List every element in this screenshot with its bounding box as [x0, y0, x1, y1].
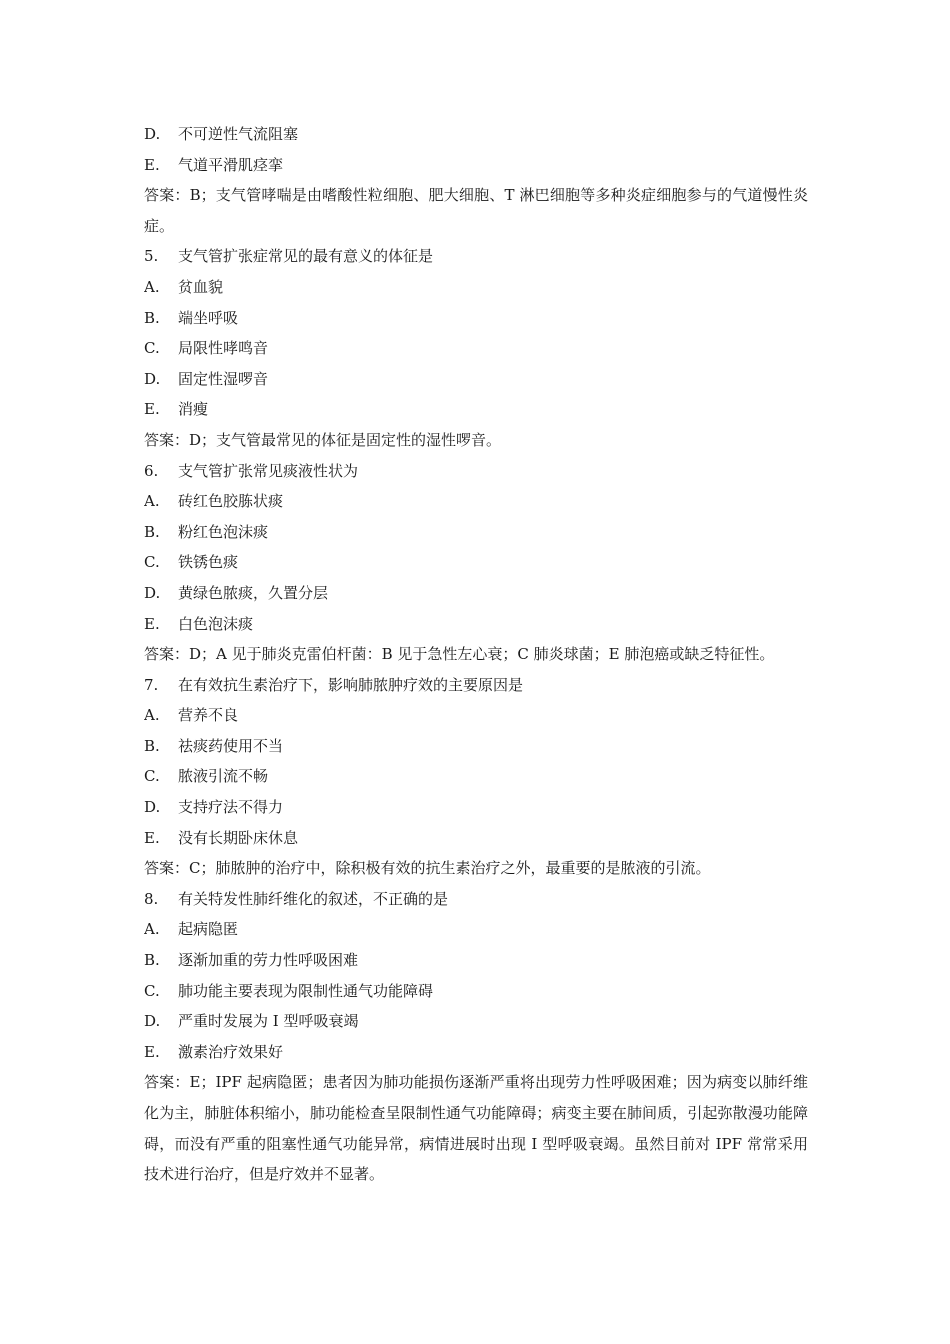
question-number: 5. — [144, 247, 159, 266]
option-text: 黄绿色脓痰，久置分层 — [178, 583, 329, 602]
option-text: 固定性湿啰音 — [178, 369, 269, 388]
option-text: 铁锈色痰 — [178, 553, 239, 572]
question-stem — [144, 456, 808, 487]
option-text: 支持疗法不得力 — [178, 798, 284, 817]
question-stem — [144, 670, 808, 701]
option-text: 营养不良 — [178, 706, 239, 725]
answer-option — [144, 517, 808, 548]
option-text: 严重时发展为 I 型呼吸衰竭 — [178, 1012, 359, 1031]
option-label: A. — [144, 920, 160, 939]
answer-explanation: 答案：D；支气管最常见的体征是固定性的湿性啰音。 — [144, 430, 502, 449]
answer-option — [144, 150, 808, 181]
option-label: C. — [144, 339, 160, 358]
answer-option — [144, 823, 808, 854]
option-label: D. — [144, 125, 161, 143]
option-text: 不可逆性气流阻塞 — [178, 125, 299, 143]
option-label: C. — [144, 553, 160, 572]
option-text: 消瘦 — [178, 400, 209, 419]
document-page — [144, 119, 808, 1190]
option-text: 逐渐加重的劳力性呼吸困难 — [178, 951, 359, 970]
question-text: 支气管扩张常见痰液性状为 — [178, 461, 359, 480]
option-text: 激素治疗效果好 — [178, 1042, 284, 1061]
option-label: A. — [144, 277, 160, 296]
question-number: 6. — [144, 461, 159, 480]
answer-option — [144, 272, 808, 303]
question-stem — [144, 884, 808, 915]
option-text: 肺功能主要表现为限制性通气功能障碍 — [178, 981, 434, 1000]
answer-option — [144, 364, 808, 395]
option-text: 脓液引流不畅 — [178, 767, 269, 786]
answer-explanation: 答案：E；IPF 起病隐匿；患者因为肺功能损伤逐渐严重将出现劳力性呼吸困难；因为病变以肺纤维化为主，肺脏体积缩小，肺功能检查呈限制性通气功能障碍；病变主要在肺间质，引起弥散漫功能障碍，而没有严重的阻塞性通气功能异常，病情进展时出现 I 型呼吸衰竭。虽然目前对 IPF 常常采用技术进行治疗，但是疗效并不显著。 — [144, 1073, 808, 1184]
question-number: 8. — [144, 889, 159, 908]
question-text: 有关特发性肺纤维化的叙述，不正确的是 — [178, 889, 449, 908]
answer-option — [144, 119, 808, 150]
answer-option — [144, 547, 808, 578]
option-label: A. — [144, 706, 160, 725]
question-number: 7. — [144, 675, 159, 694]
option-label: D. — [144, 798, 161, 817]
question-stem — [144, 241, 808, 272]
option-label: D. — [144, 583, 161, 602]
option-label: D. — [144, 369, 161, 388]
answer-option — [144, 914, 808, 945]
option-label: A. — [144, 492, 160, 511]
answer-explanation: 答案：C；肺脓肿的治疗中，除积极有效的抗生素治疗之外，最重要的是脓液的引流。 — [144, 859, 711, 878]
option-text: 贫血貌 — [178, 277, 224, 296]
answer-option — [144, 609, 808, 640]
answer-option — [144, 761, 808, 792]
answer-option — [144, 333, 808, 364]
answer-option — [144, 486, 808, 517]
option-text: 砖红色胶胨状痰 — [178, 492, 284, 511]
answer-option — [144, 945, 808, 976]
option-label: B. — [144, 308, 160, 327]
option-label: C. — [144, 981, 160, 1000]
answer-option — [144, 578, 808, 609]
option-label: E. — [144, 614, 160, 633]
option-text: 局限性哮鸣音 — [178, 339, 269, 358]
answer-option — [144, 731, 808, 762]
option-text: 祛痰药使用不当 — [178, 736, 284, 755]
question-text: 支气管扩张症常见的最有意义的体征是 — [178, 247, 434, 266]
answer-explanation: 答案：D；A 见于肺炎克雷伯杆菌：B 见于急性左心衰；C 肺炎球菌；E 肺泡癌或缺乏特征性。 — [144, 645, 775, 664]
answer-option — [144, 1037, 808, 1068]
option-text: 白色泡沫痰 — [178, 614, 254, 633]
option-label: B. — [144, 951, 160, 970]
answer-option — [144, 976, 808, 1007]
option-label: E. — [144, 828, 160, 847]
answer-option — [144, 303, 808, 334]
answer-option — [144, 394, 808, 425]
option-text: 起病隐匿 — [178, 920, 239, 939]
option-label: D. — [144, 1012, 161, 1031]
answer-option — [144, 700, 808, 731]
option-text: 气道平滑肌痉挛 — [178, 155, 284, 174]
option-label: B. — [144, 736, 160, 755]
option-label: B. — [144, 522, 160, 541]
option-label: E. — [144, 1042, 160, 1061]
question-text: 在有效抗生素治疗下，影响肺脓肿疗效的主要原因是 — [178, 675, 524, 694]
option-text: 粉红色泡沫痰 — [178, 522, 269, 541]
option-text: 端坐呼吸 — [178, 308, 239, 327]
answer-option — [144, 1006, 808, 1037]
option-label: C. — [144, 767, 160, 786]
option-text: 没有长期卧床休息 — [178, 828, 299, 847]
option-label: E. — [144, 400, 160, 419]
answer-explanation: 答案：B；支气管哮喘是由嗜酸性粒细胞、肥大细胞、T 淋巴细胞等多种炎症细胞参与的气道慢性炎症。 — [144, 186, 808, 235]
answer-option — [144, 792, 808, 823]
option-label: E. — [144, 155, 160, 174]
